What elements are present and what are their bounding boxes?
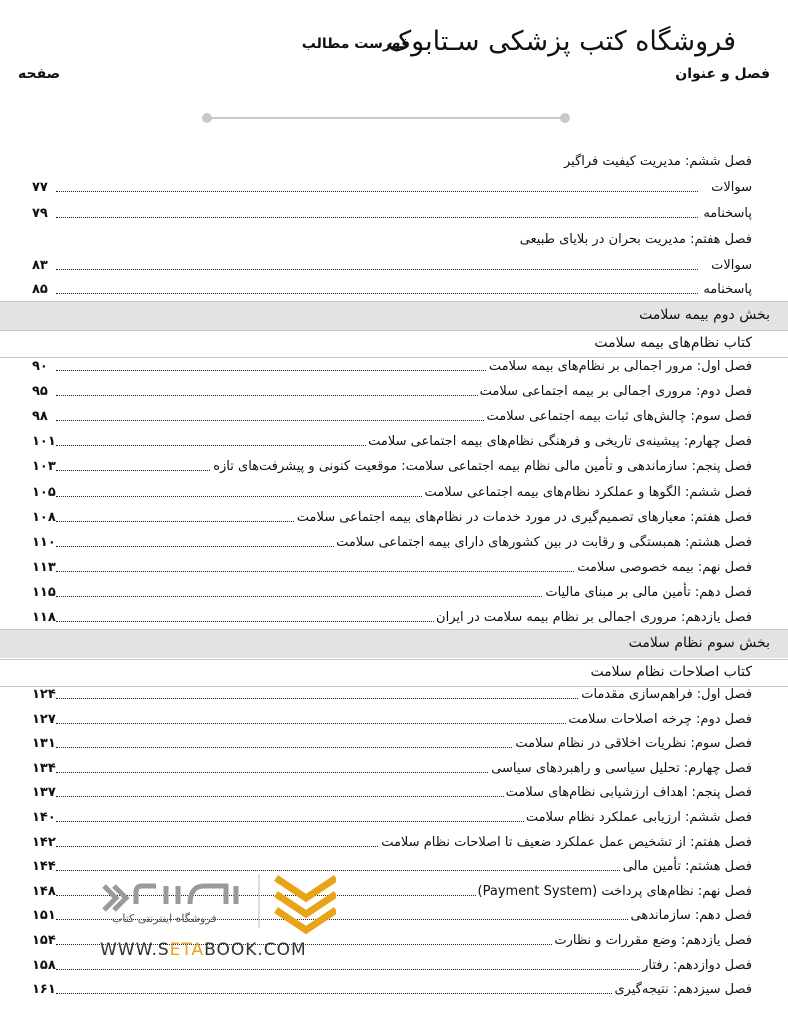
toc-entry-title: فصل هشتم: همبستگی و رقابت در بین کشورهای دارای بیمه اجتماعی سلامت <box>336 534 752 550</box>
book-heading-label: کتاب اصلاحات نظام سلامت <box>590 664 752 680</box>
toc-page-number: ۱۰۵ <box>32 484 56 500</box>
toc-page-number: ۱۵۱ <box>32 908 56 924</box>
toc-page-number: ۹۰ <box>32 359 48 374</box>
part-band <box>0 629 788 658</box>
toc-entry-title: فصل هشتم: تأمین مالی <box>622 859 752 875</box>
page-title: فروشگاه کتب پزشکی سـتابوک <box>387 26 736 57</box>
toc-row <box>0 356 788 381</box>
page-column-label: صفحه <box>18 66 61 82</box>
toc-row <box>0 381 788 406</box>
toc-row <box>0 406 788 431</box>
toc-entry-title: پاسخنامه <box>703 206 752 221</box>
toc-entry-title: فصل ششم: مدیریت کیفیت فراگیر <box>563 154 752 169</box>
chapter-heading <box>0 229 788 254</box>
toc-row <box>0 482 788 507</box>
toc-row <box>0 557 788 582</box>
toc-page-number: ۸۳ <box>32 258 48 273</box>
toc-entry-title: پاسخنامه <box>703 282 752 297</box>
toc-entry-title: فصل پنجم: اهداف ارزشیابی نظام‌های سلامت <box>505 785 752 801</box>
toc-row <box>0 832 788 857</box>
toc-entry-title: فصل چهارم: تحلیل سیاسی و راهبردهای سیاسی <box>491 760 752 776</box>
book-heading <box>0 659 788 687</box>
book-heading <box>0 330 788 358</box>
toc-entry-title: فصل اول: فراهم‌سازی مقدمات <box>581 687 752 702</box>
toc-entry-title: فصل دوازدهم: رفتار <box>642 957 752 973</box>
toc-entry-title: فصل یازدهم: وضع مقررات و نظارت <box>554 933 752 948</box>
toc-row <box>0 684 788 709</box>
toc-page-number: ۸۵ <box>32 282 48 297</box>
toc-entry-title: فصل چهارم: پیشینه‌ی تاریخی و فرهنگی نظام‌های بیمه اجتماعی سلامت <box>368 434 752 450</box>
dot-leader <box>56 191 698 192</box>
header-divider <box>205 117 567 119</box>
setabook-logo <box>96 868 336 938</box>
toc-row <box>0 582 788 607</box>
toc-entry-title: فصل هفتم: معیارهای تصمیم‌گیری در مورد خدمات در نظام‌های بیمه اجتماعی سلامت <box>296 509 752 525</box>
toc-row <box>0 456 788 481</box>
chapter-column-label: فصل و عنوان <box>675 66 770 82</box>
toc-page-number: ۱۰۸ <box>32 509 56 525</box>
toc-entry-title: سوالات <box>711 258 752 273</box>
toc-entry-title: فصل نهم: نظام‌های پرداخت (Payment System) <box>477 883 752 899</box>
toc-page-number: ۷۹ <box>32 206 48 221</box>
toc-row <box>0 733 788 758</box>
toc-entry-title: فصل اول: مرور اجمالی بر نظام‌های بیمه سلامت <box>488 359 752 374</box>
dot-leader <box>56 293 698 294</box>
dot-leader <box>56 217 698 218</box>
toc-entry-title: فصل سیزدهم: نتیجه‌گیری <box>614 982 752 998</box>
toc-heading: فهرست مطالب <box>301 36 410 52</box>
toc-page-number: ۱۶۱ <box>32 982 56 998</box>
toc-row <box>0 255 788 280</box>
toc-entry-title: فصل سوم: نظریات اخلاقی در نظام سلامت <box>515 736 752 752</box>
toc-entry-title: فصل نهم: بیمه خصوصی سلامت <box>577 559 752 575</box>
toc-entry-title: فصل هفتم: مدیریت بحران در بلایای طبیعی <box>519 232 752 247</box>
watermark-tagline: فروشگاه اینترنتی کتاب <box>112 912 217 925</box>
part-band <box>0 301 788 330</box>
toc-entry-title: فصل پنجم: سازماندهی و تأمین مالی نظام بیمه اجتماعی سلامت: موقعیت کنونی و پیشرفت‌های تازه <box>213 459 752 475</box>
part-band-label: بخش سوم نظام سلامت <box>628 635 770 651</box>
toc-page-number: ۱۴۴ <box>32 859 56 875</box>
chapter-heading <box>0 151 788 176</box>
toc-row <box>0 532 788 557</box>
toc-page-number: ۱۳۱ <box>32 736 56 752</box>
toc-row <box>0 177 788 202</box>
toc-entry-title: سوالات <box>711 180 752 195</box>
toc-entry-title: فصل دوم: مروری اجمالی بر بیمه اجتماعی سلامت <box>479 384 752 400</box>
toc-row <box>0 807 788 832</box>
dot-leader <box>56 993 698 994</box>
toc-page-number: ۱۳۷ <box>32 785 56 801</box>
toc-entry-title: فصل یازدهم: مروری اجمالی بر نظام بیمه سلامت در ایران <box>436 610 752 625</box>
toc-entry-title: فصل دوم: چرخه اصلاحات سلامت <box>568 711 752 727</box>
dot-leader <box>56 969 698 970</box>
toc-row <box>0 782 788 807</box>
book-heading-label: کتاب نظام‌های بیمه سلامت <box>594 335 752 351</box>
toc-page-number: ۱۱۳ <box>32 559 56 575</box>
toc-page-number: ۱۴۸ <box>32 883 56 899</box>
toc-page-number: ۱۴۲ <box>32 834 56 850</box>
toc-page-number: ۹۵ <box>32 384 48 400</box>
toc-page-number: ۱۱۰ <box>32 534 56 550</box>
toc-page-number: ۱۲۴ <box>32 687 56 702</box>
toc-row <box>0 709 788 734</box>
toc-page-number: ۱۲۷ <box>32 711 56 727</box>
toc-entry-title: فصل دهم: سازماندهی <box>630 908 752 924</box>
toc-page-number: ۱۱۸ <box>32 610 56 625</box>
toc-page-number: ۱۴۰ <box>32 810 56 825</box>
toc-page-number: ۱۰۱ <box>32 434 56 450</box>
toc-row <box>0 979 788 1004</box>
toc-entry-title: فصل سوم: چالش‌های ثبات بیمه اجتماعی سلامت <box>486 409 752 425</box>
toc-page-number: ۹۸ <box>32 409 48 425</box>
toc-row <box>0 203 788 228</box>
toc-page-number: ۱۵۴ <box>32 933 56 948</box>
toc-row <box>0 758 788 783</box>
watermark-url: WWW.SETABOOK.COM <box>100 940 307 960</box>
toc-page-number: ۱۰۳ <box>32 459 56 475</box>
toc-page-number: ۱۱۵ <box>32 584 56 600</box>
toc-entry-title: فصل ششم: الگوها و عملکرد نظام‌های بیمه اجتماعی سلامت <box>424 484 752 500</box>
toc-row <box>0 431 788 456</box>
toc-row <box>0 507 788 532</box>
toc-page-number: ۷۷ <box>32 180 48 195</box>
toc-entry-title: فصل هفتم: از تشخیص عمل عملکرد ضعیف تا اصلاحات نظام سلامت <box>381 834 752 850</box>
dot-leader <box>56 269 698 270</box>
toc-page-number: ۱۳۴ <box>32 760 56 776</box>
toc-entry-title: فصل ششم: ارزیابی عملکرد نظام سلامت <box>525 810 752 825</box>
part-band-label: بخش دوم بیمه سلامت <box>639 307 770 323</box>
toc-entry-title: فصل دهم: تأمین مالی بر مبنای مالیات <box>545 584 752 600</box>
toc-page-number: ۱۵۸ <box>32 957 56 973</box>
